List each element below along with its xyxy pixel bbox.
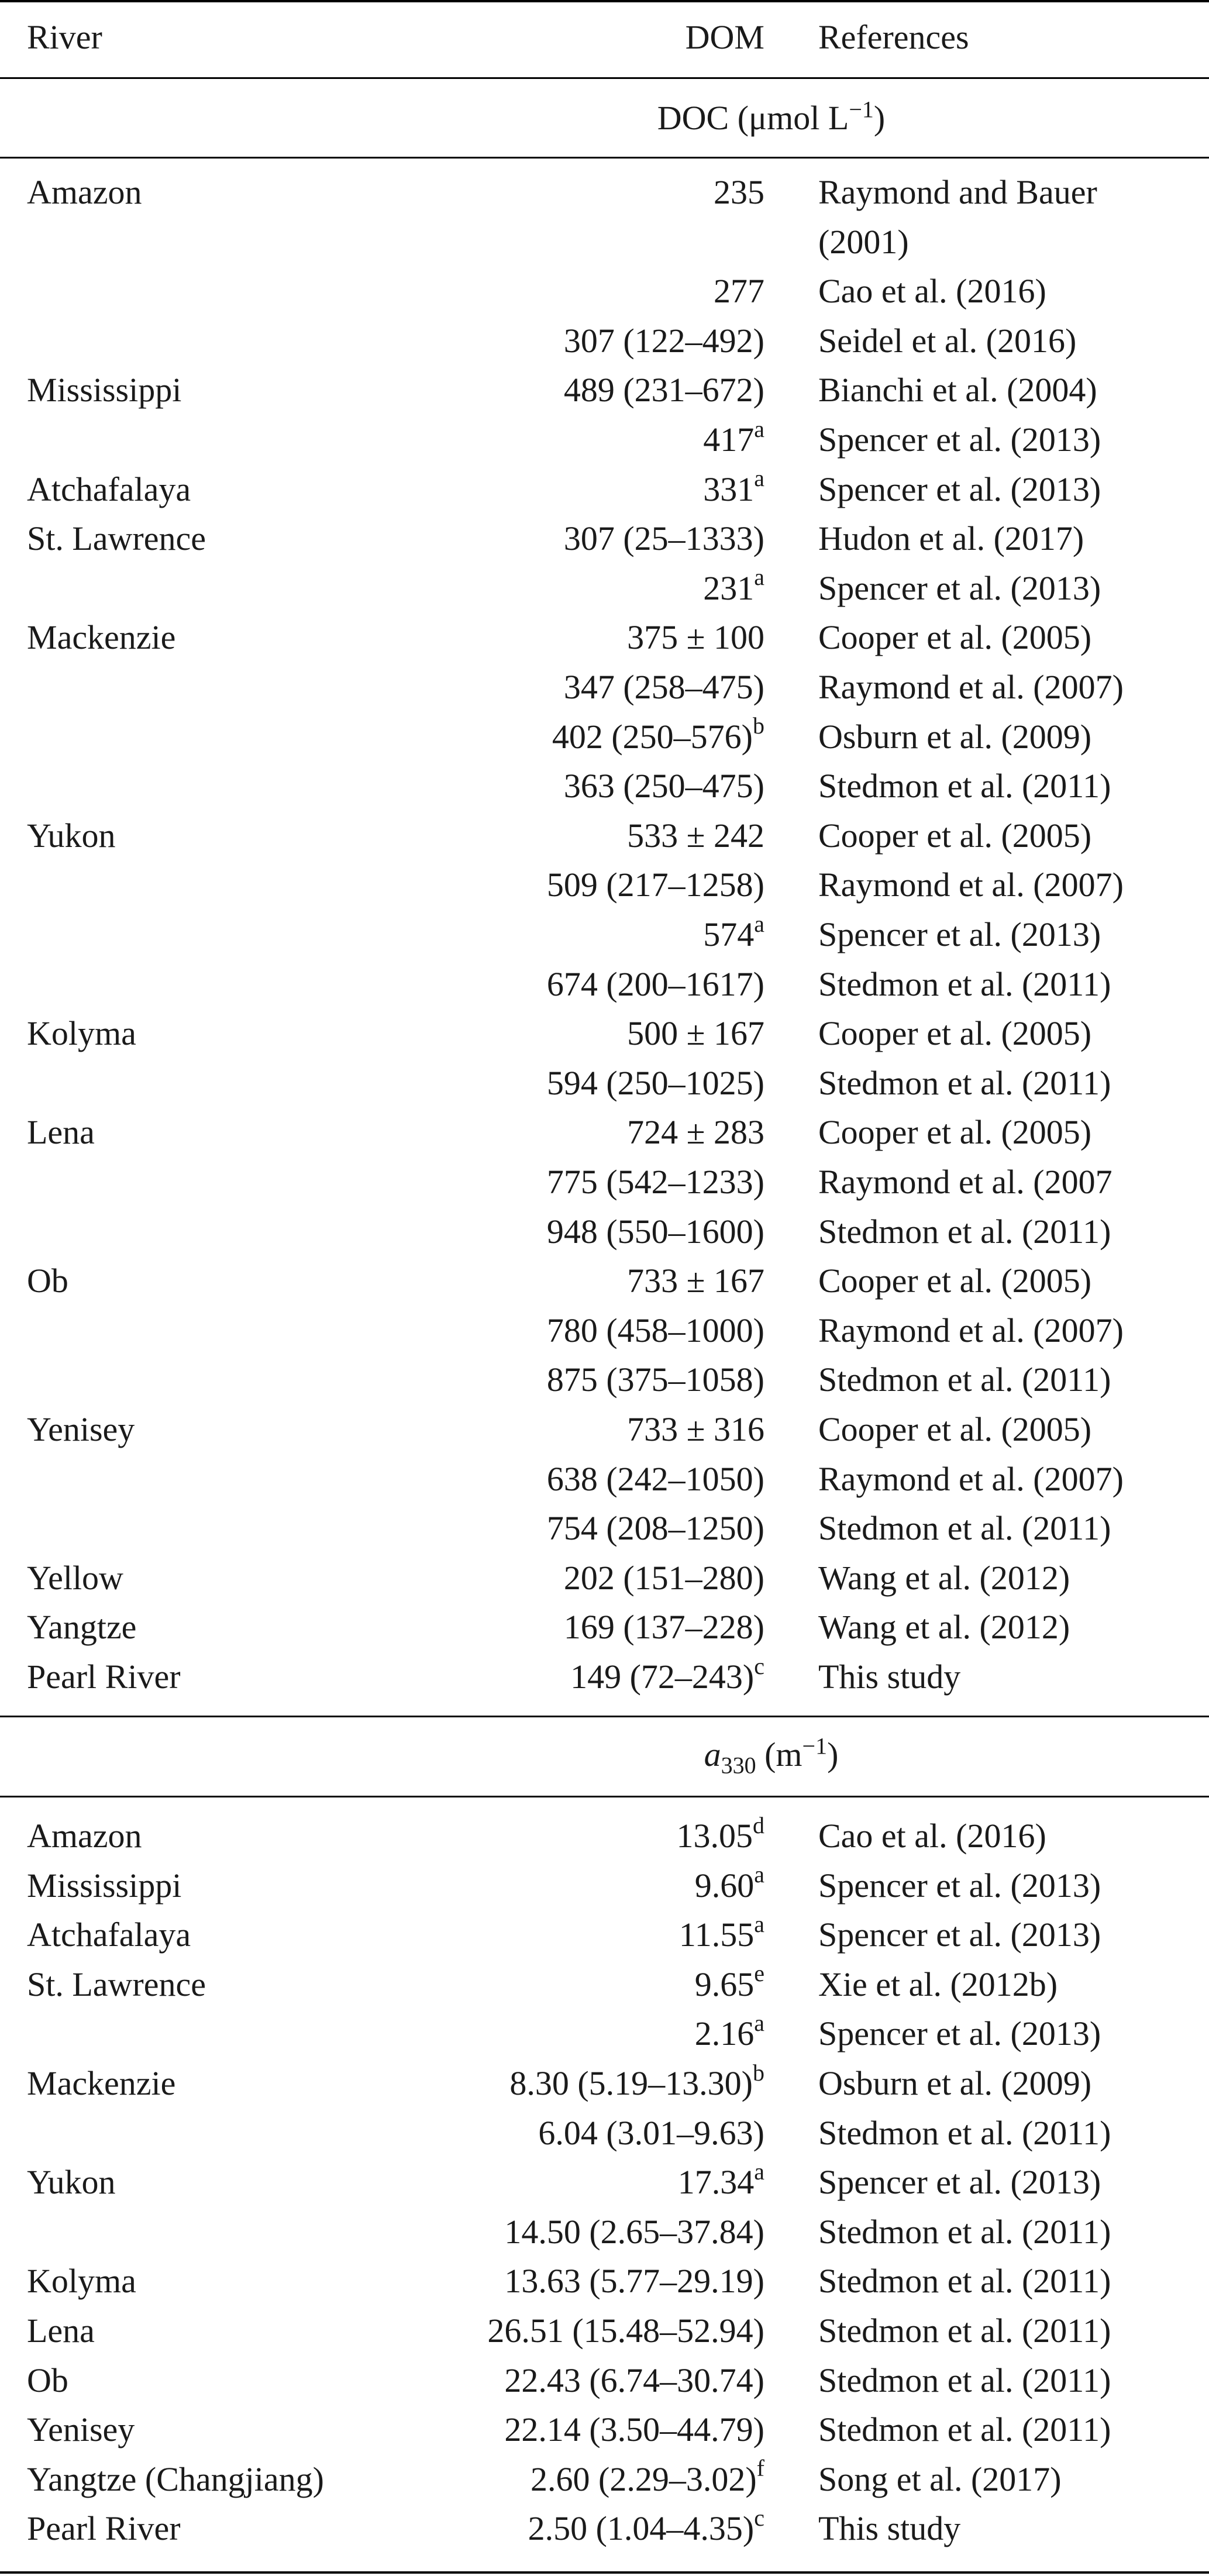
dom-cell xyxy=(547,1455,764,1504)
table-row xyxy=(0,168,1209,217)
reference-cell: Spencer et al. (2013) xyxy=(818,1866,1101,1905)
dom-cell xyxy=(703,415,764,464)
reference-cell: Hudon et al. (2017) xyxy=(818,519,1084,558)
table-row xyxy=(0,2455,1209,2504)
reference-cell: Spencer et al. (2013) xyxy=(818,915,1101,953)
dom-value: 202 (151–280) xyxy=(563,1558,764,1597)
river-cell: Mackenzie xyxy=(27,618,176,657)
top-rule xyxy=(0,0,1209,2)
footnote-marker: e xyxy=(754,1960,764,1987)
dom-value: 2.50 (1.04–4.35) xyxy=(528,2509,755,2548)
river-cell: Yangtze xyxy=(27,1608,137,1647)
table-row xyxy=(0,1812,1209,1861)
table-row xyxy=(0,2306,1209,2355)
reference-cell: Stedmon et al. (2011) xyxy=(818,1212,1111,1251)
river-cell: Yenisey xyxy=(27,1410,135,1448)
reference-cell: Cooper et al. (2005) xyxy=(818,618,1092,657)
table-row xyxy=(0,2109,1209,2158)
table-row xyxy=(0,2158,1209,2207)
footnote-marker: f xyxy=(756,2455,764,2482)
table-row xyxy=(0,2257,1209,2306)
table-row xyxy=(0,1059,1209,1108)
dom-cell xyxy=(564,762,764,811)
dom-cell xyxy=(552,712,764,762)
footnote-marker: a xyxy=(754,2010,764,2037)
dom-cell xyxy=(547,1355,764,1404)
river-cell: Lena xyxy=(27,1113,95,1152)
reference-cell: Stedmon et al. (2011) xyxy=(818,2410,1111,2449)
reference-cell: Song et al. (2017) xyxy=(818,2460,1062,2498)
footnote-marker: a xyxy=(754,1910,764,1937)
dom-value: 22.14 (3.50–44.79) xyxy=(504,2410,764,2449)
river-cell: Ob xyxy=(27,2361,68,2399)
dom-value: 594 (250–1025) xyxy=(546,1063,764,1102)
reference-cell: Stedmon et al. (2011) xyxy=(818,2312,1111,2350)
reference-cell: Xie et al. (2012b) xyxy=(818,1965,1058,2003)
dom-cell xyxy=(627,1256,764,1306)
dom-value: 674 (200–1617) xyxy=(546,965,764,1003)
river-cell: Mackenzie xyxy=(27,2064,176,2102)
dom-value: 533 ± 242 xyxy=(627,816,764,855)
dom-value: 417 xyxy=(703,421,755,459)
river-cell: Pearl River xyxy=(27,1658,181,1696)
reference-cell: Osburn et al. (2009) xyxy=(818,717,1092,756)
footnote-marker: a xyxy=(754,910,764,937)
dom-value: 948 (550–1600) xyxy=(546,1212,764,1251)
dom-cell xyxy=(564,1554,764,1603)
table-row xyxy=(0,1405,1209,1454)
reference-cell: Cooper et al. (2005) xyxy=(818,816,1092,855)
dom-value: 13.63 (5.77–29.19) xyxy=(504,2262,764,2301)
table-row xyxy=(0,663,1209,712)
dom-value: 402 (250–576) xyxy=(552,717,753,756)
river-cell: Yenisey xyxy=(27,2410,135,2449)
reference-cell: Wang et al. (2012) xyxy=(818,1608,1070,1647)
dom-value: 375 ± 100 xyxy=(627,618,764,657)
table-row xyxy=(0,1355,1209,1404)
reference-cell: Stedmon et al. (2011) xyxy=(818,1063,1111,1102)
reference-cell: Raymond et al. (2007 xyxy=(818,1163,1112,1201)
reference-cell: Raymond et al. (2007) xyxy=(818,866,1124,904)
table-row xyxy=(0,1504,1209,1553)
river-cell: Yukon xyxy=(27,2163,116,2202)
reference-cell: Raymond et al. (2007) xyxy=(818,668,1124,706)
reference-cell: Cao et al. (2016) xyxy=(818,1817,1046,1855)
river-cell: Yukon xyxy=(27,816,116,855)
dom-value: 489 (231–672) xyxy=(563,371,764,409)
dom-value: 17.34 xyxy=(677,2163,755,2202)
dom-cell xyxy=(504,2257,764,2306)
dom-cell xyxy=(564,514,764,563)
section-title-doc: DOC (μmol $L^{-1}$) xyxy=(657,96,886,137)
reference-cell: Cao et al. (2016) xyxy=(818,272,1046,311)
footnote-marker: a xyxy=(754,1861,764,1888)
river-cell: Yellow xyxy=(27,1558,123,1597)
table-row xyxy=(0,1603,1209,1652)
dom-value: 780 (458–1000) xyxy=(546,1311,764,1349)
reference-cell-continuation: (2001) xyxy=(818,222,909,261)
table-row xyxy=(0,2356,1209,2405)
dom-value: 2.16 xyxy=(694,2014,755,2053)
table-row xyxy=(0,316,1209,366)
reference-cell: Raymond and Bauer xyxy=(818,173,1097,211)
table-row xyxy=(0,1554,1209,1603)
reference-cell: Cooper et al. (2005) xyxy=(818,1262,1092,1300)
dom-value: 347 (258–475) xyxy=(563,668,764,706)
reference-cell: Cooper et al. (2005) xyxy=(818,1410,1092,1448)
table-row xyxy=(0,1652,1209,1702)
table-row xyxy=(0,960,1209,1009)
river-cell: Mississippi xyxy=(27,1866,182,1905)
dom-cell xyxy=(531,2455,764,2504)
dom-value: 638 (242–1050) xyxy=(546,1459,764,1498)
dom-value: 754 (208–1250) xyxy=(546,1509,764,1548)
dom-value: 149 (72–243) xyxy=(570,1658,755,1696)
table-row xyxy=(0,2009,1209,2058)
dom-cell xyxy=(547,1158,764,1207)
table-row xyxy=(0,1158,1209,1207)
river-cell: Yangtze (Changjiang) xyxy=(27,2460,324,2498)
footnote-marker: b xyxy=(753,712,764,739)
reference-cell: Spencer et al. (2013) xyxy=(818,569,1101,607)
header-references: References xyxy=(818,18,969,56)
header-row xyxy=(0,13,1209,62)
dom-value: 307 (122–492) xyxy=(563,321,764,360)
reference-cell: Stedmon et al. (2011) xyxy=(818,2361,1111,2399)
reference-cell: This study xyxy=(818,2509,961,2548)
dom-cell xyxy=(677,1812,765,1861)
river-cell: St. Lawrence xyxy=(27,1965,206,2003)
river-cell: St. Lawrence xyxy=(27,519,206,558)
dom-value: 875 (375–1058) xyxy=(546,1361,764,1399)
footnote-marker: c xyxy=(754,1652,764,1679)
dom-value: 733 ± 316 xyxy=(627,1410,764,1448)
reference-cell: Stedmon et al. (2011) xyxy=(818,965,1111,1003)
dom-cell xyxy=(714,168,764,217)
dom-value: 509 (217–1258) xyxy=(546,866,764,904)
reference-cell: Osburn et al. (2009) xyxy=(818,2064,1092,2102)
dom-cell xyxy=(570,1652,764,1702)
dom-value: 235 xyxy=(714,173,764,211)
dom-cell xyxy=(679,1910,764,1959)
reference-cell: Spencer et al. (2013) xyxy=(818,1916,1101,1954)
table-row xyxy=(0,712,1209,762)
dom-cell xyxy=(564,316,764,366)
table-row xyxy=(0,2059,1209,2108)
reference-cell: Spencer et al. (2013) xyxy=(818,2014,1101,2053)
table-row xyxy=(0,1306,1209,1355)
river-cell: Lena xyxy=(27,2312,95,2350)
dom-cell xyxy=(547,1504,764,1553)
table-row xyxy=(0,2405,1209,2454)
dom-cell xyxy=(509,2059,764,2108)
dom-value: 733 ± 167 xyxy=(627,1262,764,1300)
table-row xyxy=(0,415,1209,464)
dom-cell xyxy=(528,2504,764,2553)
dom-value: 9.65 xyxy=(694,1965,755,2003)
dom-cell xyxy=(703,910,764,959)
dom-cell xyxy=(538,2109,764,2158)
reference-cell: Bianchi et al. (2004) xyxy=(818,371,1097,409)
table-row xyxy=(0,564,1209,613)
dom-value: 724 ± 283 xyxy=(627,1113,764,1152)
table-row xyxy=(0,811,1209,860)
table-row xyxy=(0,762,1209,811)
table-row xyxy=(0,514,1209,563)
reference-cell: Spencer et al. (2013) xyxy=(818,2163,1101,2202)
dom-cell xyxy=(627,1405,764,1454)
bottom-rule xyxy=(0,2571,1209,2574)
footnote-marker: a xyxy=(754,564,764,591)
dom-cell xyxy=(627,613,764,662)
reference-cell: Spencer et al. (2013) xyxy=(818,470,1101,508)
dom-cell xyxy=(547,1207,764,1256)
footnote-marker: c xyxy=(754,2505,764,2532)
table-row xyxy=(0,1009,1209,1058)
river-cell: Amazon xyxy=(27,173,142,211)
dom-value: 13.05 xyxy=(676,1817,753,1855)
dom-value: 500 ± 167 xyxy=(627,1014,764,1053)
dom-value: 9.60 xyxy=(694,1866,755,1905)
dom-cell xyxy=(504,2356,764,2405)
table-row xyxy=(0,1960,1209,2009)
header-rule xyxy=(0,77,1209,79)
footnote-marker: a xyxy=(754,465,764,492)
footnote-marker: b xyxy=(753,2059,764,2086)
table-row xyxy=(0,2207,1209,2257)
footnote-marker: d xyxy=(753,1812,764,1838)
table-row xyxy=(0,613,1209,662)
header-dom: DOM xyxy=(685,18,764,56)
dom-cell xyxy=(695,1861,764,1910)
dom-value: 8.30 (5.19–13.30) xyxy=(509,2064,753,2102)
reference-cell: This study xyxy=(818,1658,961,1696)
dom-value: 277 xyxy=(714,272,764,311)
dom-cell xyxy=(695,1960,764,2009)
dom-cell xyxy=(547,860,764,910)
header-river: River xyxy=(27,18,102,56)
river-cell: Kolyma xyxy=(27,1014,136,1053)
reference-cell: Cooper et al. (2005) xyxy=(818,1014,1092,1053)
river-cell: Atchafalaya xyxy=(27,1916,191,1954)
dom-value: 26.51 (15.48–52.94) xyxy=(487,2312,764,2350)
table-row-continuation xyxy=(0,218,1209,267)
river-cell: Kolyma xyxy=(27,2262,136,2301)
dom-cell xyxy=(703,465,764,514)
table-row xyxy=(0,910,1209,959)
dom-cell xyxy=(547,1306,764,1355)
dom-value: 22.43 (6.74–30.74) xyxy=(504,2361,764,2399)
dom-cell xyxy=(627,811,764,860)
river-cell: Mississippi xyxy=(27,371,182,409)
dom-value: 574 xyxy=(703,915,755,953)
dom-cell xyxy=(703,564,764,613)
dom-cell xyxy=(627,1108,764,1157)
reference-cell: Stedmon et al. (2011) xyxy=(818,2113,1111,2152)
footnote-marker: a xyxy=(754,2158,764,2185)
reference-cell: Stedmon et al. (2011) xyxy=(818,2212,1111,2251)
dom-value: 307 (25–1333) xyxy=(563,519,764,558)
dom-value: 169 (137–228) xyxy=(563,1608,764,1647)
dom-cell xyxy=(564,1603,764,1652)
dom-cell xyxy=(487,2306,764,2355)
river-cell: Amazon xyxy=(27,1817,142,1855)
section-end-rule-doc xyxy=(0,1716,1209,1717)
dom-cell xyxy=(678,2158,764,2207)
section-rule-a330 xyxy=(0,1796,1209,1797)
dom-value: 14.50 (2.65–37.84) xyxy=(504,2212,764,2251)
dom-cell xyxy=(564,366,764,415)
reference-cell: Stedmon et al. (2011) xyxy=(818,1361,1111,1399)
table-row xyxy=(0,1910,1209,1959)
dom-cell xyxy=(547,1059,764,1108)
table-row xyxy=(0,366,1209,415)
dom-value: 363 (250–475) xyxy=(563,767,764,805)
dom-value: 231 xyxy=(703,569,755,607)
table-row xyxy=(0,1861,1209,1910)
reference-cell: Raymond et al. (2007) xyxy=(818,1459,1124,1498)
table-row xyxy=(0,2504,1209,2553)
table-row xyxy=(0,1207,1209,1256)
river-cell: Atchafalaya xyxy=(27,470,191,508)
table-row xyxy=(0,860,1209,910)
table-row xyxy=(0,1256,1209,1306)
footnote-marker: a xyxy=(754,415,764,442)
dom-value: 2.60 (2.29–3.02) xyxy=(531,2460,757,2498)
section-rule-doc xyxy=(0,157,1209,159)
dom-cell xyxy=(564,663,764,712)
reference-cell: Seidel et al. (2016) xyxy=(818,321,1077,360)
river-cell: Pearl River xyxy=(27,2509,181,2548)
reference-cell: Wang et al. (2012) xyxy=(818,1558,1070,1597)
table-row xyxy=(0,1108,1209,1157)
dom-cell xyxy=(695,2009,764,2058)
table-row xyxy=(0,1455,1209,1504)
dom-value: 775 (542–1233) xyxy=(546,1163,764,1201)
dom-cell xyxy=(504,2207,764,2257)
river-cell: Ob xyxy=(27,1262,68,1300)
dom-cell xyxy=(547,960,764,1009)
reference-cell: Stedmon et al. (2011) xyxy=(818,2262,1111,2301)
dom-value: 11.55 xyxy=(678,1916,755,1954)
reference-cell: Stedmon et al. (2011) xyxy=(818,1509,1111,1548)
table-row xyxy=(0,465,1209,514)
reference-cell: Cooper et al. (2005) xyxy=(818,1113,1092,1152)
dom-value: 6.04 (3.01–9.63) xyxy=(538,2113,764,2152)
dom-value: 331 xyxy=(703,470,755,508)
section-title-a330: $a_{330}$ $(m^{-1})$ xyxy=(704,1733,839,1779)
table-row xyxy=(0,267,1209,316)
dom-cell xyxy=(714,267,764,316)
reference-cell: Raymond et al. (2007) xyxy=(818,1311,1124,1349)
reference-cell: Spencer et al. (2013) xyxy=(818,421,1101,459)
dom-cell xyxy=(504,2405,764,2454)
reference-cell: Stedmon et al. (2011) xyxy=(818,767,1111,805)
dom-cell xyxy=(627,1009,764,1058)
